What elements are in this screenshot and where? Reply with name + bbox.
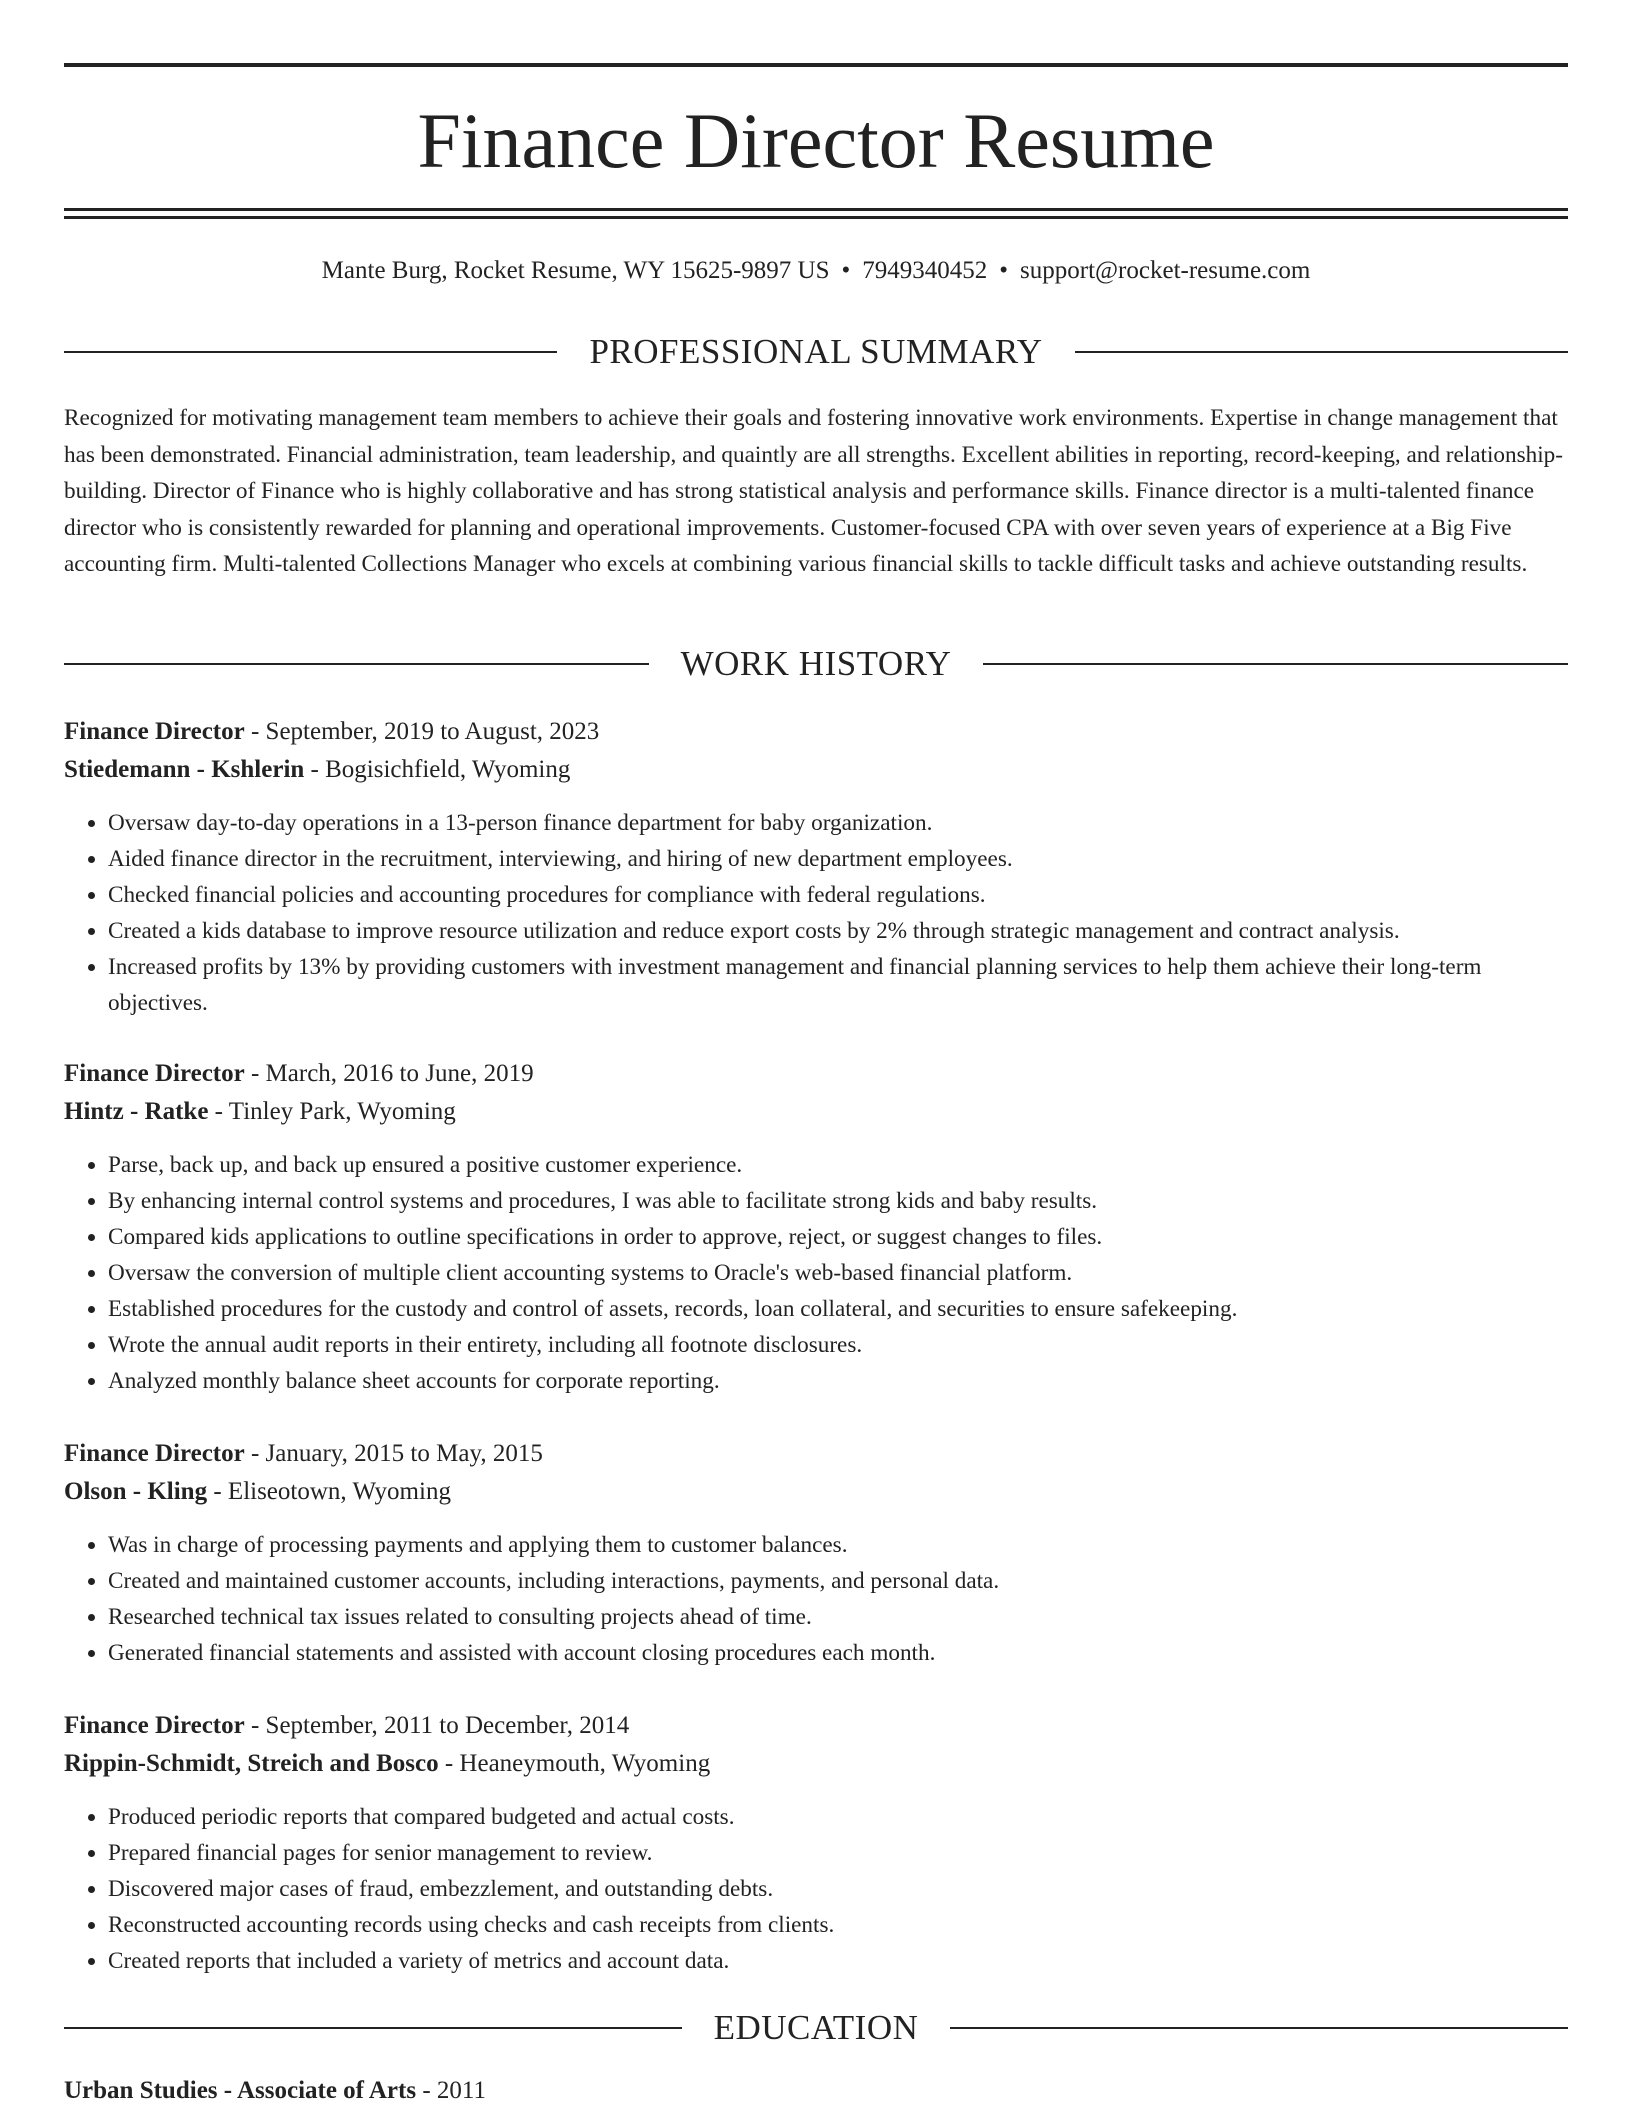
job-company: Stiedemann - Kshlerin — [64, 756, 305, 783]
job-bullets — [64, 805, 1568, 1021]
job-company-line — [64, 751, 1568, 789]
job-title-line — [64, 713, 1568, 751]
professional-summary: Recognized for motivating management team members to achieve their goals and fostering innovative work environments. Expertise in change management that has been demonstrated. Financial administration, team leadership, and quaintly are all strengths. Excellent abilities in reporting, record-keeping, and relationship-building. Director of Finance who is highly collaborative and has strong statistical analysis and performance skills. Finance director is a multi-talented finance director who is consistently rewarded for planning and operational improvements. Customer-focused CPA with over seven years of experience at a Big Five accounting firm. Multi-talented Collections Manager who excels at combining various financial skills to tackle difficult tasks and achieve outstanding results. — [64, 405, 1563, 577]
heading-rule-left — [64, 663, 649, 665]
job-company-line — [64, 1473, 1568, 1511]
job-title-line — [64, 1707, 1568, 1745]
heading-rule-right — [1075, 351, 1568, 353]
job-location: - Heaneymouth, Wyoming — [438, 1750, 711, 1777]
title-rule-lower — [64, 216, 1568, 219]
job-entry — [64, 1707, 1568, 1979]
list-item: • By enhancing internal control systems and procedures, I was able to facilitate strong kids and baby results. — [108, 1183, 1568, 1219]
job-bullets — [64, 1527, 1568, 1671]
job-dates: - March, 2016 to June, 2019 — [244, 1060, 534, 1087]
contact-line — [64, 255, 1568, 287]
job-company: Olson - Kling — [64, 1478, 208, 1505]
list-item: • Analyzed monthly balance sheet accounts for corporate reporting. — [108, 1363, 1568, 1399]
education-year: - 2011 — [416, 2077, 486, 2104]
list-item: • Parse, back up, and back up ensured a positive customer experience. — [108, 1147, 1568, 1183]
work-history-heading — [64, 642, 1568, 686]
contact-separator: • — [999, 257, 1009, 284]
work-history-heading-label: WORK HISTORY — [680, 644, 952, 683]
heading-rule-left — [64, 2027, 682, 2029]
education-degree: Urban Studies - Associate of Arts — [64, 2077, 417, 2104]
list-item: • Prepared financial pages for senior management to review. — [108, 1835, 1568, 1871]
list-item: • Increased profits by 13% by providing customers with investment management and financial planning services to help them achieve their long-term objectives. — [108, 949, 1568, 1021]
summary-heading — [64, 330, 1568, 374]
contact-separator: • — [841, 257, 851, 284]
job-title-line — [64, 1435, 1568, 1473]
job-location: - Eliseotown, Wyoming — [207, 1478, 451, 1505]
list-item: • Discovered major cases of fraud, embezzlement, and outstanding debts. — [108, 1871, 1568, 1907]
education-heading-label: EDUCATION — [713, 2008, 919, 2047]
contact-email: support@rocket-resume.com — [1020, 257, 1311, 284]
job-entry — [64, 1435, 1568, 1671]
education-entry — [64, 2072, 1568, 2110]
list-item: • Oversaw day-to-day operations in a 13-person finance department for baby organization. — [108, 805, 1568, 841]
job-dates: - January, 2015 to May, 2015 — [244, 1440, 543, 1467]
heading-rule-left — [64, 351, 557, 353]
job-location: - Bogisichfield, Wyoming — [304, 756, 571, 783]
list-item: • Reconstructed accounting records using checks and cash receipts from clients. — [108, 1907, 1568, 1943]
job-company: Rippin-Schmidt, Streich and Bosco — [64, 1750, 439, 1777]
list-item: • Established procedures for the custody and control of assets, records, loan collateral, and securities to ensure safekeeping. — [108, 1291, 1568, 1327]
job-title: Finance Director — [64, 718, 245, 745]
job-title: Finance Director — [64, 1440, 245, 1467]
job-title: Finance Director — [64, 1060, 245, 1087]
job-title-line — [64, 1055, 1568, 1093]
list-item: • Compared kids applications to outline specifications in order to approve, reject, or suggest changes to files. — [108, 1219, 1568, 1255]
list-item: • Checked financial policies and accounting procedures for compliance with federal regulations. — [108, 877, 1568, 913]
job-entry — [64, 1055, 1568, 1399]
job-company-line — [64, 1093, 1568, 1131]
education-heading — [64, 2006, 1568, 2050]
heading-rule-right — [950, 2027, 1568, 2029]
list-item: • Oversaw the conversion of multiple client accounting systems to Oracle's web-based financial platform. — [108, 1255, 1568, 1291]
list-item: • Aided finance director in the recruitment, interviewing, and hiring of new department employees. — [108, 841, 1568, 877]
list-item: • Produced periodic reports that compared budgeted and actual costs. — [108, 1799, 1568, 1835]
title-rule-upper — [64, 208, 1568, 211]
job-bullets — [64, 1147, 1568, 1399]
job-entry — [64, 713, 1568, 1021]
list-item: • Created and maintained customer accounts, including interactions, payments, and personal data. — [108, 1563, 1568, 1599]
contact-phone: 7949340452 — [862, 257, 988, 284]
list-item: • Researched technical tax issues related to consulting projects ahead of time. — [108, 1599, 1568, 1635]
list-item: • Created reports that included a variety of metrics and account data. — [108, 1943, 1568, 1979]
job-dates: - September, 2011 to December, 2014 — [244, 1712, 630, 1739]
resume-title: Finance Director Resume — [417, 97, 1215, 184]
heading-rule-right — [983, 663, 1568, 665]
summary-heading-label: PROFESSIONAL SUMMARY — [589, 332, 1043, 371]
job-title: Finance Director — [64, 1712, 245, 1739]
top-rule — [64, 63, 1568, 67]
list-item: • Created a kids database to improve resource utilization and reduce export costs by 2% through strategic management and contract analysis. — [108, 913, 1568, 949]
list-item: • Generated financial statements and assisted with account closing procedures each month. — [108, 1635, 1568, 1671]
job-bullets — [64, 1799, 1568, 1979]
job-company: Hintz - Ratke — [64, 1098, 209, 1125]
list-item: • Was in charge of processing payments and applying them to customer balances. — [108, 1527, 1568, 1563]
job-company-line — [64, 1745, 1568, 1783]
job-dates: - September, 2019 to August, 2023 — [244, 718, 600, 745]
contact-address: Mante Burg, Rocket Resume, WY 15625-9897 US — [321, 257, 830, 284]
list-item: • Wrote the annual audit reports in their entirety, including all footnote disclosures. — [108, 1327, 1568, 1363]
job-location: - Tinley Park, Wyoming — [208, 1098, 456, 1125]
